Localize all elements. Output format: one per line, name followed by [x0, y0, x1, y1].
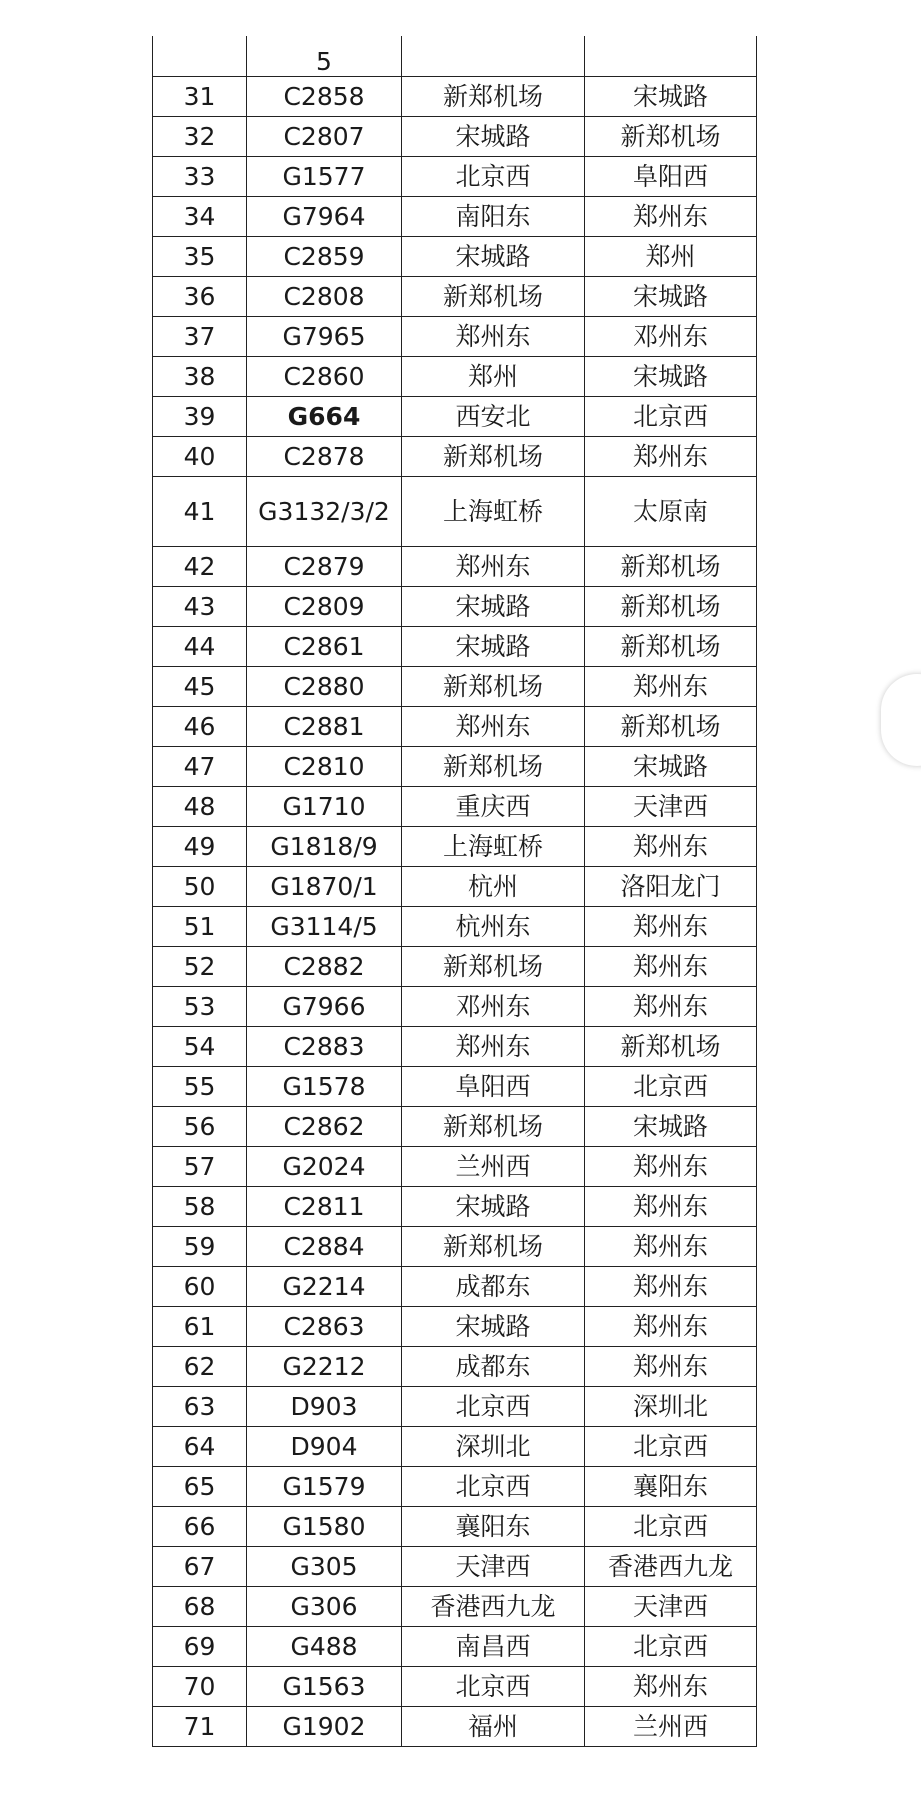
train-number-cell: D904	[246, 1427, 401, 1466]
row-number-cell: 35	[183, 241, 216, 271]
arrival-station-cell: 太原南	[584, 477, 756, 546]
departure-station-cell: 西安北	[401, 397, 584, 436]
table-row	[153, 1706, 756, 1746]
train-number-cell: G2024	[246, 1147, 401, 1186]
arrival-station-cell: 新郑机场	[584, 1027, 756, 1066]
train-number-cell: D903	[246, 1387, 401, 1426]
table-row	[153, 1306, 756, 1346]
train-number-cell: C2808	[246, 277, 401, 316]
table-row	[153, 196, 756, 236]
row-number-cell: 66	[183, 1511, 216, 1541]
departure-station-cell: 新郑机场	[401, 277, 584, 316]
row-number-cell: 41	[183, 496, 216, 526]
arrival-station-cell: 郑州东	[584, 1187, 756, 1226]
table-row	[153, 236, 756, 276]
table-row	[153, 1626, 756, 1666]
row-number-cell: 39	[183, 401, 216, 431]
departure-station-cell: 成都东	[401, 1347, 584, 1386]
arrival-station-cell: 新郑机场	[584, 587, 756, 626]
row-number-cell: 60	[183, 1271, 216, 1301]
train-number-cell: C2863	[246, 1307, 401, 1346]
arrival-station-cell: 北京西	[584, 397, 756, 436]
departure-station-cell: 郑州东	[401, 547, 584, 586]
departure-station-cell: 郑州	[401, 357, 584, 396]
table-row	[153, 1146, 756, 1186]
table-row	[153, 986, 756, 1026]
arrival-station-cell: 郑州东	[584, 197, 756, 236]
train-number-cell: G7965	[246, 317, 401, 356]
arrival-station-cell: 兰州西	[584, 1707, 756, 1746]
departure-station-cell: 新郑机场	[401, 437, 584, 476]
train-number-cell: G1818/9	[246, 827, 401, 866]
train-number-cell: G1563	[246, 1667, 401, 1706]
row-number-cell: 38	[183, 361, 216, 391]
table-row	[153, 436, 756, 476]
departure-station-cell: 杭州	[401, 867, 584, 906]
train-number-cell: G1578	[246, 1067, 401, 1106]
arrival-station-cell: 新郑机场	[584, 707, 756, 746]
departure-station-cell: 宋城路	[401, 627, 584, 666]
arrival-station-cell: 宋城路	[584, 277, 756, 316]
row-number-cell: 63	[183, 1391, 216, 1421]
table-row	[153, 1346, 756, 1386]
row-number-cell: 37	[183, 321, 216, 351]
departure-station-cell: 南昌西	[401, 1627, 584, 1666]
train-number-cell: C2879	[246, 547, 401, 586]
arrival-station-cell: 郑州东	[584, 827, 756, 866]
arrival-station-cell: 邓州东	[584, 317, 756, 356]
train-number-cell: G1870/1	[246, 867, 401, 906]
row-number-cell: 49	[183, 831, 216, 861]
train-number-cell: C2884	[246, 1227, 401, 1266]
table-row	[153, 396, 756, 436]
departure-station-cell: 兰州西	[401, 1147, 584, 1186]
table-row	[153, 586, 756, 626]
row-number-cell: 57	[183, 1151, 216, 1181]
row-number-cell: 61	[183, 1311, 216, 1341]
arrival-station-cell: 宋城路	[584, 747, 756, 786]
row-number-cell: 56	[183, 1111, 216, 1141]
train-number-cell: C2878	[246, 437, 401, 476]
table-row	[153, 1586, 756, 1626]
row-number-cell: 43	[183, 591, 216, 621]
row-number-cell: 52	[183, 951, 216, 981]
departure-station-cell: 香港西九龙	[401, 1587, 584, 1626]
arrival-station-cell: 新郑机场	[584, 627, 756, 666]
row-number-cell: 36	[183, 281, 216, 311]
departure-station-cell: 宋城路	[401, 117, 584, 156]
arrival-station-cell: 郑州东	[584, 907, 756, 946]
row-number-cell: 32	[183, 121, 216, 151]
arrival-station-cell: 深圳北	[584, 1387, 756, 1426]
train-number-cell: C2880	[246, 667, 401, 706]
train-number-cell: C2881	[246, 707, 401, 746]
train-number-cell: C2859	[246, 237, 401, 276]
departure-station-cell: 郑州东	[401, 707, 584, 746]
table-row	[153, 626, 756, 666]
train-number-cell: G1710	[246, 787, 401, 826]
arrival-station-cell: 北京西	[584, 1507, 756, 1546]
arrival-station-cell: 宋城路	[584, 77, 756, 116]
departure-station-cell: 北京西	[401, 1387, 584, 1426]
arrival-station-cell: 北京西	[584, 1427, 756, 1466]
arrival-station-cell: 洛阳龙门	[584, 867, 756, 906]
table-row	[153, 1506, 756, 1546]
table-row	[153, 546, 756, 586]
train-number-cell: G1580	[246, 1507, 401, 1546]
table-row	[153, 706, 756, 746]
train-number-cell: C2860	[246, 357, 401, 396]
table-row	[153, 1026, 756, 1066]
arrival-station-cell: 天津西	[584, 1587, 756, 1626]
departure-station-cell: 襄阳东	[401, 1507, 584, 1546]
arrival-station-cell: 郑州东	[584, 947, 756, 986]
departure-station-cell: 福州	[401, 1707, 584, 1746]
table-row	[153, 1186, 756, 1226]
departure-station-cell: 宋城路	[401, 1187, 584, 1226]
table-row	[153, 1666, 756, 1706]
train-number-cell: C2809	[246, 587, 401, 626]
departure-station-cell: 郑州东	[401, 1027, 584, 1066]
row-number-cell: 62	[183, 1351, 216, 1381]
table-row	[153, 356, 756, 396]
departure-station-cell: 宋城路	[401, 237, 584, 276]
row-number-cell: 51	[183, 911, 216, 941]
departure-station-cell: 成都东	[401, 1267, 584, 1306]
arrival-station-cell: 郑州东	[584, 437, 756, 476]
departure-station-cell: 北京西	[401, 1667, 584, 1706]
train-number-cell: G306	[246, 1587, 401, 1626]
departure-station-cell: 深圳北	[401, 1427, 584, 1466]
train-number-cell: G488	[246, 1627, 401, 1666]
departure-station-cell: 新郑机场	[401, 947, 584, 986]
row-number-cell: 31	[183, 81, 216, 111]
row-number-cell: 59	[183, 1231, 216, 1261]
table-row	[153, 476, 756, 546]
arrival-station-cell: 新郑机场	[584, 547, 756, 586]
table-row	[153, 116, 756, 156]
arrival-station-cell: 郑州东	[584, 1347, 756, 1386]
row-number-cell: 46	[183, 711, 216, 741]
table-row	[153, 946, 756, 986]
arrival-station-cell: 襄阳东	[584, 1467, 756, 1506]
row-number-cell: 70	[183, 1671, 216, 1701]
row-number-cell: 69	[183, 1631, 216, 1661]
arrival-station-cell: 宋城路	[584, 1107, 756, 1146]
arrival-station-cell: 北京西	[584, 1067, 756, 1106]
train-number-cell: G1902	[246, 1707, 401, 1746]
train-number-cell: G7966	[246, 987, 401, 1026]
departure-station-cell	[401, 36, 584, 76]
departure-station-cell: 新郑机场	[401, 1227, 584, 1266]
train-number-cell: C2862	[246, 1107, 401, 1146]
departure-station-cell: 新郑机场	[401, 667, 584, 706]
departure-station-cell: 北京西	[401, 157, 584, 196]
departure-station-cell: 杭州东	[401, 907, 584, 946]
table-row	[153, 1386, 756, 1426]
arrival-station-cell: 郑州东	[584, 667, 756, 706]
table-row	[153, 1106, 756, 1146]
arrival-station-cell: 郑州东	[584, 987, 756, 1026]
table-row	[153, 1426, 756, 1466]
row-number-cell: 67	[183, 1551, 216, 1581]
table-row	[153, 746, 756, 786]
arrival-station-cell: 阜阳西	[584, 157, 756, 196]
departure-station-cell: 天津西	[401, 1547, 584, 1586]
arrival-station-cell: 郑州东	[584, 1147, 756, 1186]
arrival-station-cell: 新郑机场	[584, 117, 756, 156]
train-number-cell: C2810	[246, 747, 401, 786]
arrival-station-cell: 北京西	[584, 1627, 756, 1666]
table-row	[153, 1266, 756, 1306]
row-number-cell: 71	[183, 1711, 216, 1741]
train-number-cell: C2883	[246, 1027, 401, 1066]
row-number-cell: 64	[183, 1431, 216, 1461]
arrival-station-cell: 天津西	[584, 787, 756, 826]
train-number-cell: G3114/5	[246, 907, 401, 946]
train-number-cell: G3132/3/2	[246, 477, 401, 546]
departure-station-cell: 南阳东	[401, 197, 584, 236]
arrival-station-cell: 宋城路	[584, 357, 756, 396]
train-number-cell: G2214	[246, 1267, 401, 1306]
train-number-cell: C2811	[246, 1187, 401, 1226]
train-number-cell: C2861	[246, 627, 401, 666]
table-row	[153, 76, 756, 116]
departure-station-cell: 上海虹桥	[401, 477, 584, 546]
row-number-cell: 58	[183, 1191, 216, 1221]
arrival-station-cell: 郑州东	[584, 1267, 756, 1306]
table-row	[153, 1546, 756, 1586]
departure-station-cell: 北京西	[401, 1467, 584, 1506]
row-number-cell	[153, 36, 246, 76]
arrival-station-cell: 郑州东	[584, 1307, 756, 1346]
table-row	[153, 36, 756, 76]
departure-station-cell: 郑州东	[401, 317, 584, 356]
table-row	[153, 316, 756, 356]
row-number-cell: 45	[183, 671, 216, 701]
row-number-cell: 53	[183, 991, 216, 1021]
departure-station-cell: 新郑机场	[401, 77, 584, 116]
table-row	[153, 666, 756, 706]
departure-station-cell: 宋城路	[401, 587, 584, 626]
arrival-station-cell: 郑州	[584, 237, 756, 276]
row-number-cell: 33	[183, 161, 216, 191]
table-row	[153, 1066, 756, 1106]
row-number-cell: 42	[183, 551, 216, 581]
row-number-cell: 54	[183, 1031, 216, 1061]
train-number-cell: 5	[246, 36, 401, 76]
table-row	[153, 786, 756, 826]
row-number-cell: 65	[183, 1471, 216, 1501]
train-number-cell: G664	[246, 397, 401, 436]
row-number-cell: 68	[183, 1591, 216, 1621]
departure-station-cell: 阜阳西	[401, 1067, 584, 1106]
row-number-cell: 55	[183, 1071, 216, 1101]
departure-station-cell: 新郑机场	[401, 747, 584, 786]
table-row	[153, 1226, 756, 1266]
train-number-cell: C2858	[246, 77, 401, 116]
table-row	[153, 866, 756, 906]
departure-station-cell: 邓州东	[401, 987, 584, 1026]
table-row	[153, 156, 756, 196]
table-row	[153, 906, 756, 946]
table-row	[153, 276, 756, 316]
train-number-cell: G2212	[246, 1347, 401, 1386]
arrival-station-cell: 香港西九龙	[584, 1547, 756, 1586]
row-number-cell: 47	[183, 751, 216, 781]
table-row	[153, 1466, 756, 1506]
train-number-cell: G305	[246, 1547, 401, 1586]
departure-station-cell: 上海虹桥	[401, 827, 584, 866]
row-number-cell: 44	[183, 631, 216, 661]
floating-scroll-handle[interactable]	[881, 674, 921, 766]
table-row	[153, 826, 756, 866]
departure-station-cell: 重庆西	[401, 787, 584, 826]
train-number-cell: C2807	[246, 117, 401, 156]
train-schedule-table	[152, 36, 757, 1747]
train-number-cell: G1577	[246, 157, 401, 196]
train-number-cell: G1579	[246, 1467, 401, 1506]
arrival-station-cell	[584, 36, 756, 76]
arrival-station-cell: 郑州东	[584, 1667, 756, 1706]
train-number-cell: G7964	[246, 197, 401, 236]
row-number-cell: 40	[183, 441, 216, 471]
train-number-cell: C2882	[246, 947, 401, 986]
row-number-cell: 50	[183, 871, 216, 901]
departure-station-cell: 宋城路	[401, 1307, 584, 1346]
row-number-cell: 34	[183, 201, 216, 231]
arrival-station-cell: 郑州东	[584, 1227, 756, 1266]
row-number-cell: 48	[183, 791, 216, 821]
departure-station-cell: 新郑机场	[401, 1107, 584, 1146]
